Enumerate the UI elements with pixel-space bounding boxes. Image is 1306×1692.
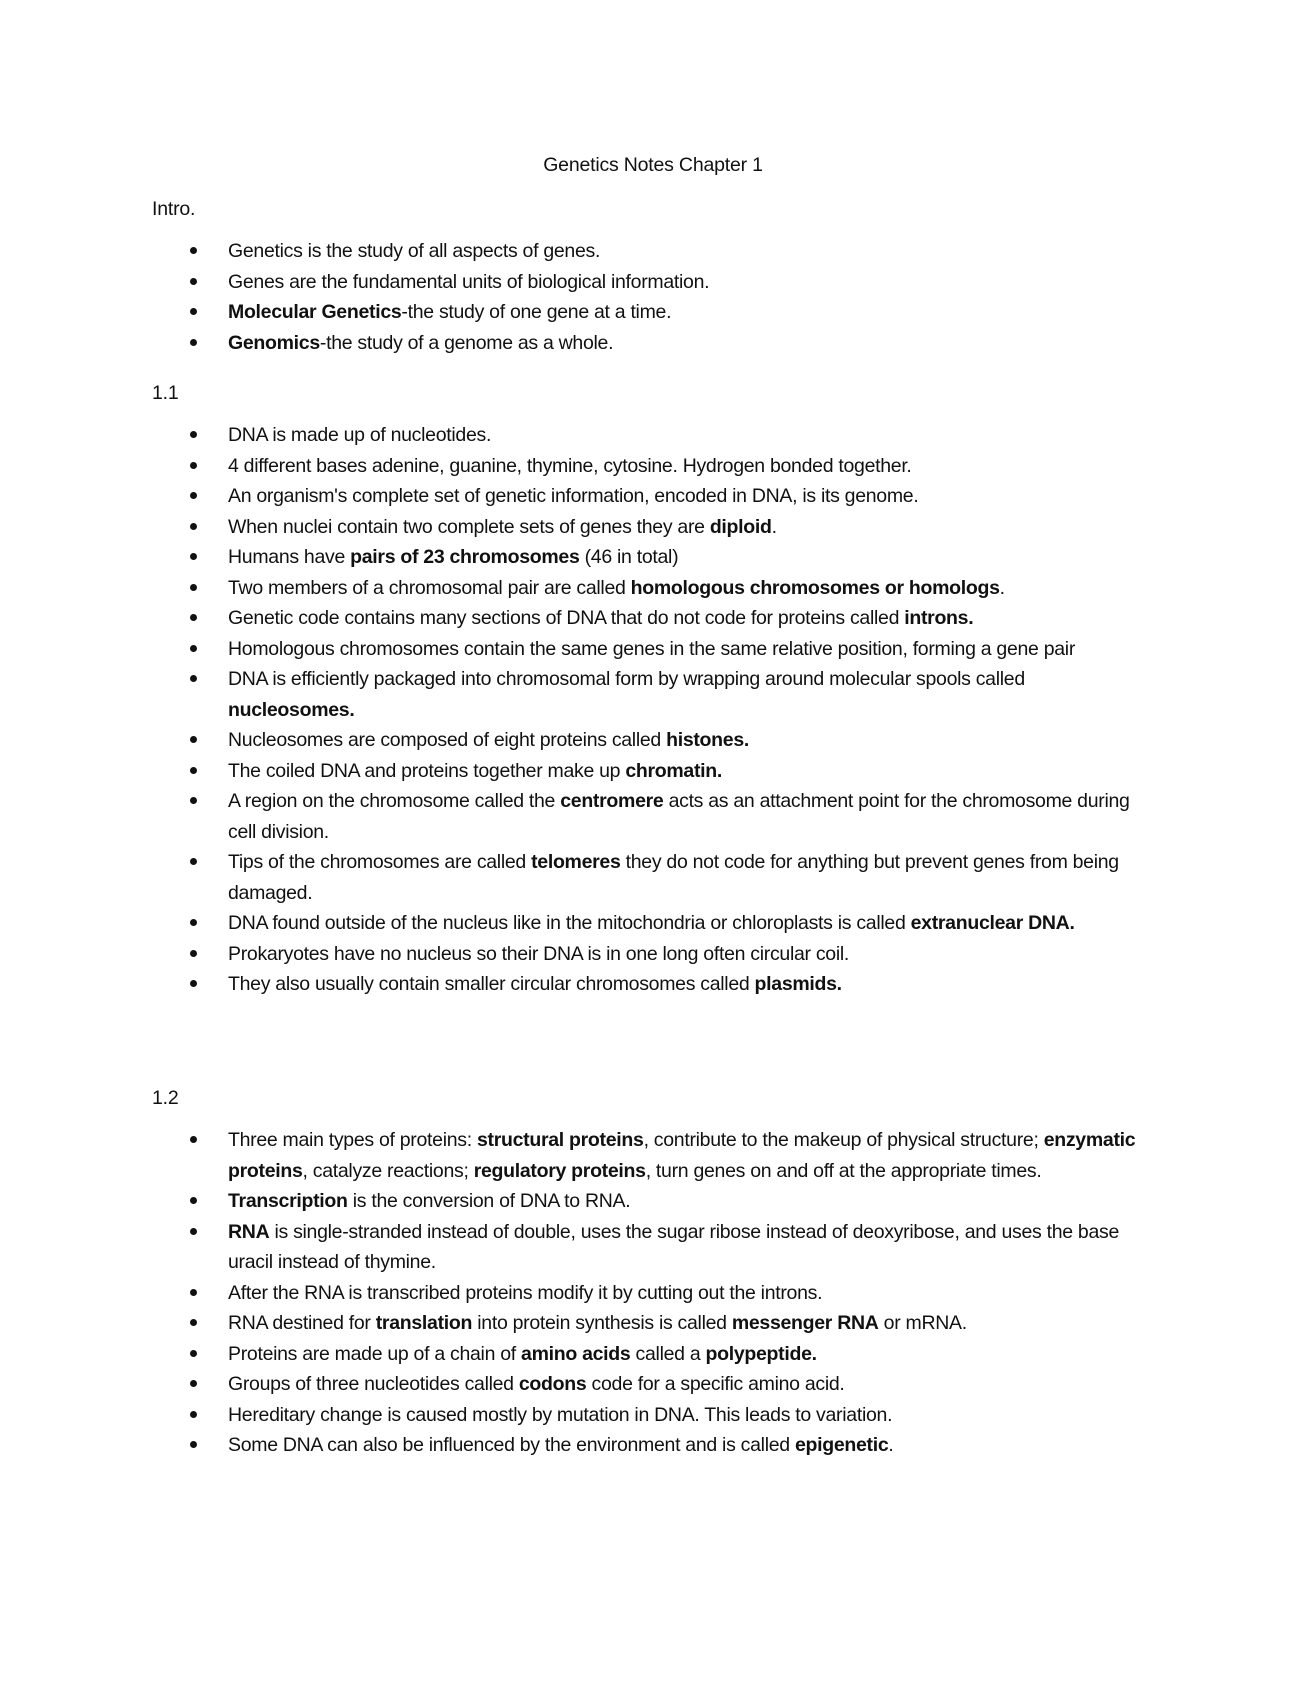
list-item (0, 969, 1148, 1000)
section-heading-1-2: 1.2 (152, 1087, 179, 1109)
bold-term: chromatin. (625, 759, 723, 782)
list-item (0, 1186, 1148, 1217)
list-item (0, 1339, 1148, 1370)
list-item (0, 1369, 1148, 1400)
bullet-icon (190, 950, 197, 957)
bullet-icon (190, 919, 197, 926)
bold-term: polypeptide. (705, 1342, 817, 1365)
bold-term: centromere (560, 790, 664, 812)
section-heading-1-1: 1.1 (152, 382, 179, 404)
bold-term: RNA (228, 1220, 270, 1243)
list-item (0, 908, 1148, 939)
text-run: , contribute to the makeup of physical structure; (643, 1129, 1044, 1151)
text-run: . (771, 515, 777, 538)
text-run: Tips of the chromosomes are called (228, 851, 532, 873)
list-item (0, 1125, 1148, 1186)
list-item (0, 1400, 1148, 1431)
bold-term: nucleosomes. (228, 698, 355, 721)
bullet-list-intro (0, 236, 1306, 358)
bold-term: messenger RNA (731, 1312, 879, 1334)
text-run: code for a specific amino acid. (586, 1373, 845, 1395)
text-run: is the conversion of DNA to RNA. (347, 1190, 631, 1212)
text-run: Three main types of proteins: (228, 1129, 477, 1151)
list-item (0, 1430, 1148, 1461)
bullet-icon (190, 1411, 197, 1418)
bold-term: pairs of 23 chromosomes (350, 546, 580, 568)
text-run: , catalyze reactions; (302, 1159, 474, 1182)
bullet-icon (190, 1197, 197, 1204)
text-run: Two members of a chromosomal pair are called (228, 576, 631, 599)
bullet-icon (190, 1350, 197, 1357)
list-item (0, 573, 1148, 604)
bold-term: enzymatic proteins (228, 1129, 1136, 1182)
bullet-icon (190, 1289, 197, 1296)
bullet-icon (190, 1441, 197, 1448)
text-run: or mRNA. (878, 1312, 967, 1334)
document-title: Genetics Notes Chapter 1 (543, 154, 763, 176)
text-run: After the RNA is transcribed proteins modify it by cutting out the introns. (228, 1281, 823, 1304)
text-run: RNA destined for (228, 1312, 376, 1334)
bold-term: plasmids. (754, 973, 842, 995)
bold-term: Genomics (228, 331, 320, 354)
bullet-icon (190, 1380, 197, 1387)
bold-term: codons (518, 1373, 587, 1395)
bold-term: amino acids (521, 1342, 631, 1365)
text-run: into protein synthesis is called (472, 1312, 732, 1334)
list-item (0, 1217, 1148, 1278)
text-run: called a (630, 1342, 706, 1365)
list-item (0, 420, 1148, 451)
text-run: they do not code for anything but prevent genes from being damaged. (228, 851, 1119, 904)
bullet-icon (190, 308, 197, 315)
text-run: DNA is made up of nucleotides. (228, 424, 492, 446)
bullet-icon (190, 1136, 197, 1143)
bold-term: Transcription (228, 1190, 348, 1212)
list-item (0, 481, 1148, 512)
text-run: An organism's complete set of genetic information, encoded in DNA, is its genome. (228, 485, 919, 507)
text-run: Humans have (228, 546, 351, 568)
bold-term: structural proteins (476, 1129, 644, 1151)
list-item (0, 328, 1148, 359)
text-run: Genetics is the study of all aspects of genes. (228, 240, 601, 262)
bold-term: diploid (709, 515, 772, 538)
bullet-icon (190, 278, 197, 285)
bullet-icon (190, 584, 197, 591)
text-run: 4 different bases adenine, guanine, thymine, cytosine. Hydrogen bonded together. (228, 454, 912, 477)
list-item (0, 1308, 1148, 1339)
list-item (0, 236, 1148, 267)
bold-term: telomeres (531, 851, 621, 873)
bold-term: epigenetic (794, 1434, 889, 1456)
text-run: (46 in total) (579, 546, 679, 568)
bold-term: Molecular Genetics (228, 301, 402, 323)
text-run: -the study of one gene at a time. (401, 301, 672, 323)
text-run: -the study of a genome as a whole. (319, 331, 614, 354)
bullet-list-1-1 (0, 420, 1306, 1000)
text-run: is single-stranded instead of double, uses the sugar ribose instead of deoxyribose, and uses the base uracil instead of thymine. (228, 1220, 1119, 1273)
text-run: DNA found outside of the nucleus like in the mitochondria or chloroplasts is called (228, 912, 911, 934)
bullet-icon (190, 339, 197, 346)
bold-term: introns. (904, 607, 974, 629)
bullet-icon (190, 247, 197, 254)
text-run: When nuclei contain two complete sets of genes they are (228, 515, 710, 538)
list-item (0, 786, 1148, 847)
bullet-list-1-2 (0, 1125, 1306, 1461)
text-run: Genes are the fundamental units of biological information. (228, 270, 710, 293)
bullet-icon (190, 675, 197, 682)
text-run: Proteins are made up of a chain of (228, 1342, 522, 1365)
bullet-icon (190, 980, 197, 987)
bullet-icon (190, 797, 197, 804)
text-run: A region on the chromosome called the (228, 790, 561, 812)
bold-term: histones. (666, 729, 749, 751)
text-run: Genetic code contains many sections of DNA that do not code for proteins called (228, 607, 905, 629)
bullet-icon (190, 553, 197, 560)
text-run: Some DNA can also be influenced by the environment and is called (228, 1434, 795, 1456)
text-run: The coiled DNA and proteins together make up (228, 759, 626, 782)
bullet-icon (190, 858, 197, 865)
text-run: acts as an attachment point for the chromosome during cell division. (228, 790, 1130, 843)
list-item (0, 634, 1148, 665)
list-item (0, 542, 1148, 573)
list-item (0, 512, 1148, 543)
text-run: Groups of three nucleotides called (228, 1373, 519, 1395)
bullet-icon (190, 523, 197, 530)
bullet-icon (190, 431, 197, 438)
list-item (0, 603, 1148, 634)
text-run: Hereditary change is caused mostly by mutation in DNA. This leads to variation. (228, 1403, 893, 1426)
text-run: Prokaryotes have no nucleus so their DNA is in one long often circular coil. (228, 942, 850, 965)
bullet-icon (190, 462, 197, 469)
bullet-icon (190, 492, 197, 499)
list-item (0, 664, 1148, 725)
bullet-icon (190, 736, 197, 743)
text-run: . (999, 576, 1005, 599)
list-item (0, 267, 1148, 298)
list-item (0, 847, 1148, 908)
text-run: , turn genes on and off at the appropriate times. (645, 1159, 1042, 1182)
text-run: Nucleosomes are composed of eight proteins called (228, 729, 667, 751)
section-heading-intro: Intro. (152, 198, 196, 220)
list-item (0, 939, 1148, 970)
bold-term: extranuclear DNA. (910, 912, 1075, 934)
bold-term: translation (375, 1312, 473, 1334)
list-item (0, 1278, 1148, 1309)
bullet-icon (190, 614, 197, 621)
text-run: DNA is efficiently packaged into chromosomal form by wrapping around molecular spools called (228, 668, 1025, 690)
bullet-icon (190, 1228, 197, 1235)
bullet-icon (190, 1319, 197, 1326)
text-run: . (888, 1434, 894, 1456)
list-item (0, 725, 1148, 756)
text-run: Homologous chromosomes contain the same genes in the same relative position, forming a gene pair (228, 637, 1076, 660)
list-item (0, 451, 1148, 482)
bullet-icon (190, 645, 197, 652)
list-item (0, 297, 1148, 328)
list-item (0, 756, 1148, 787)
text-run: They also usually contain smaller circular chromosomes called (228, 973, 755, 995)
bold-term: homologous chromosomes or homologs (630, 576, 1000, 599)
bullet-icon (190, 767, 197, 774)
bold-term: regulatory proteins (473, 1159, 646, 1182)
